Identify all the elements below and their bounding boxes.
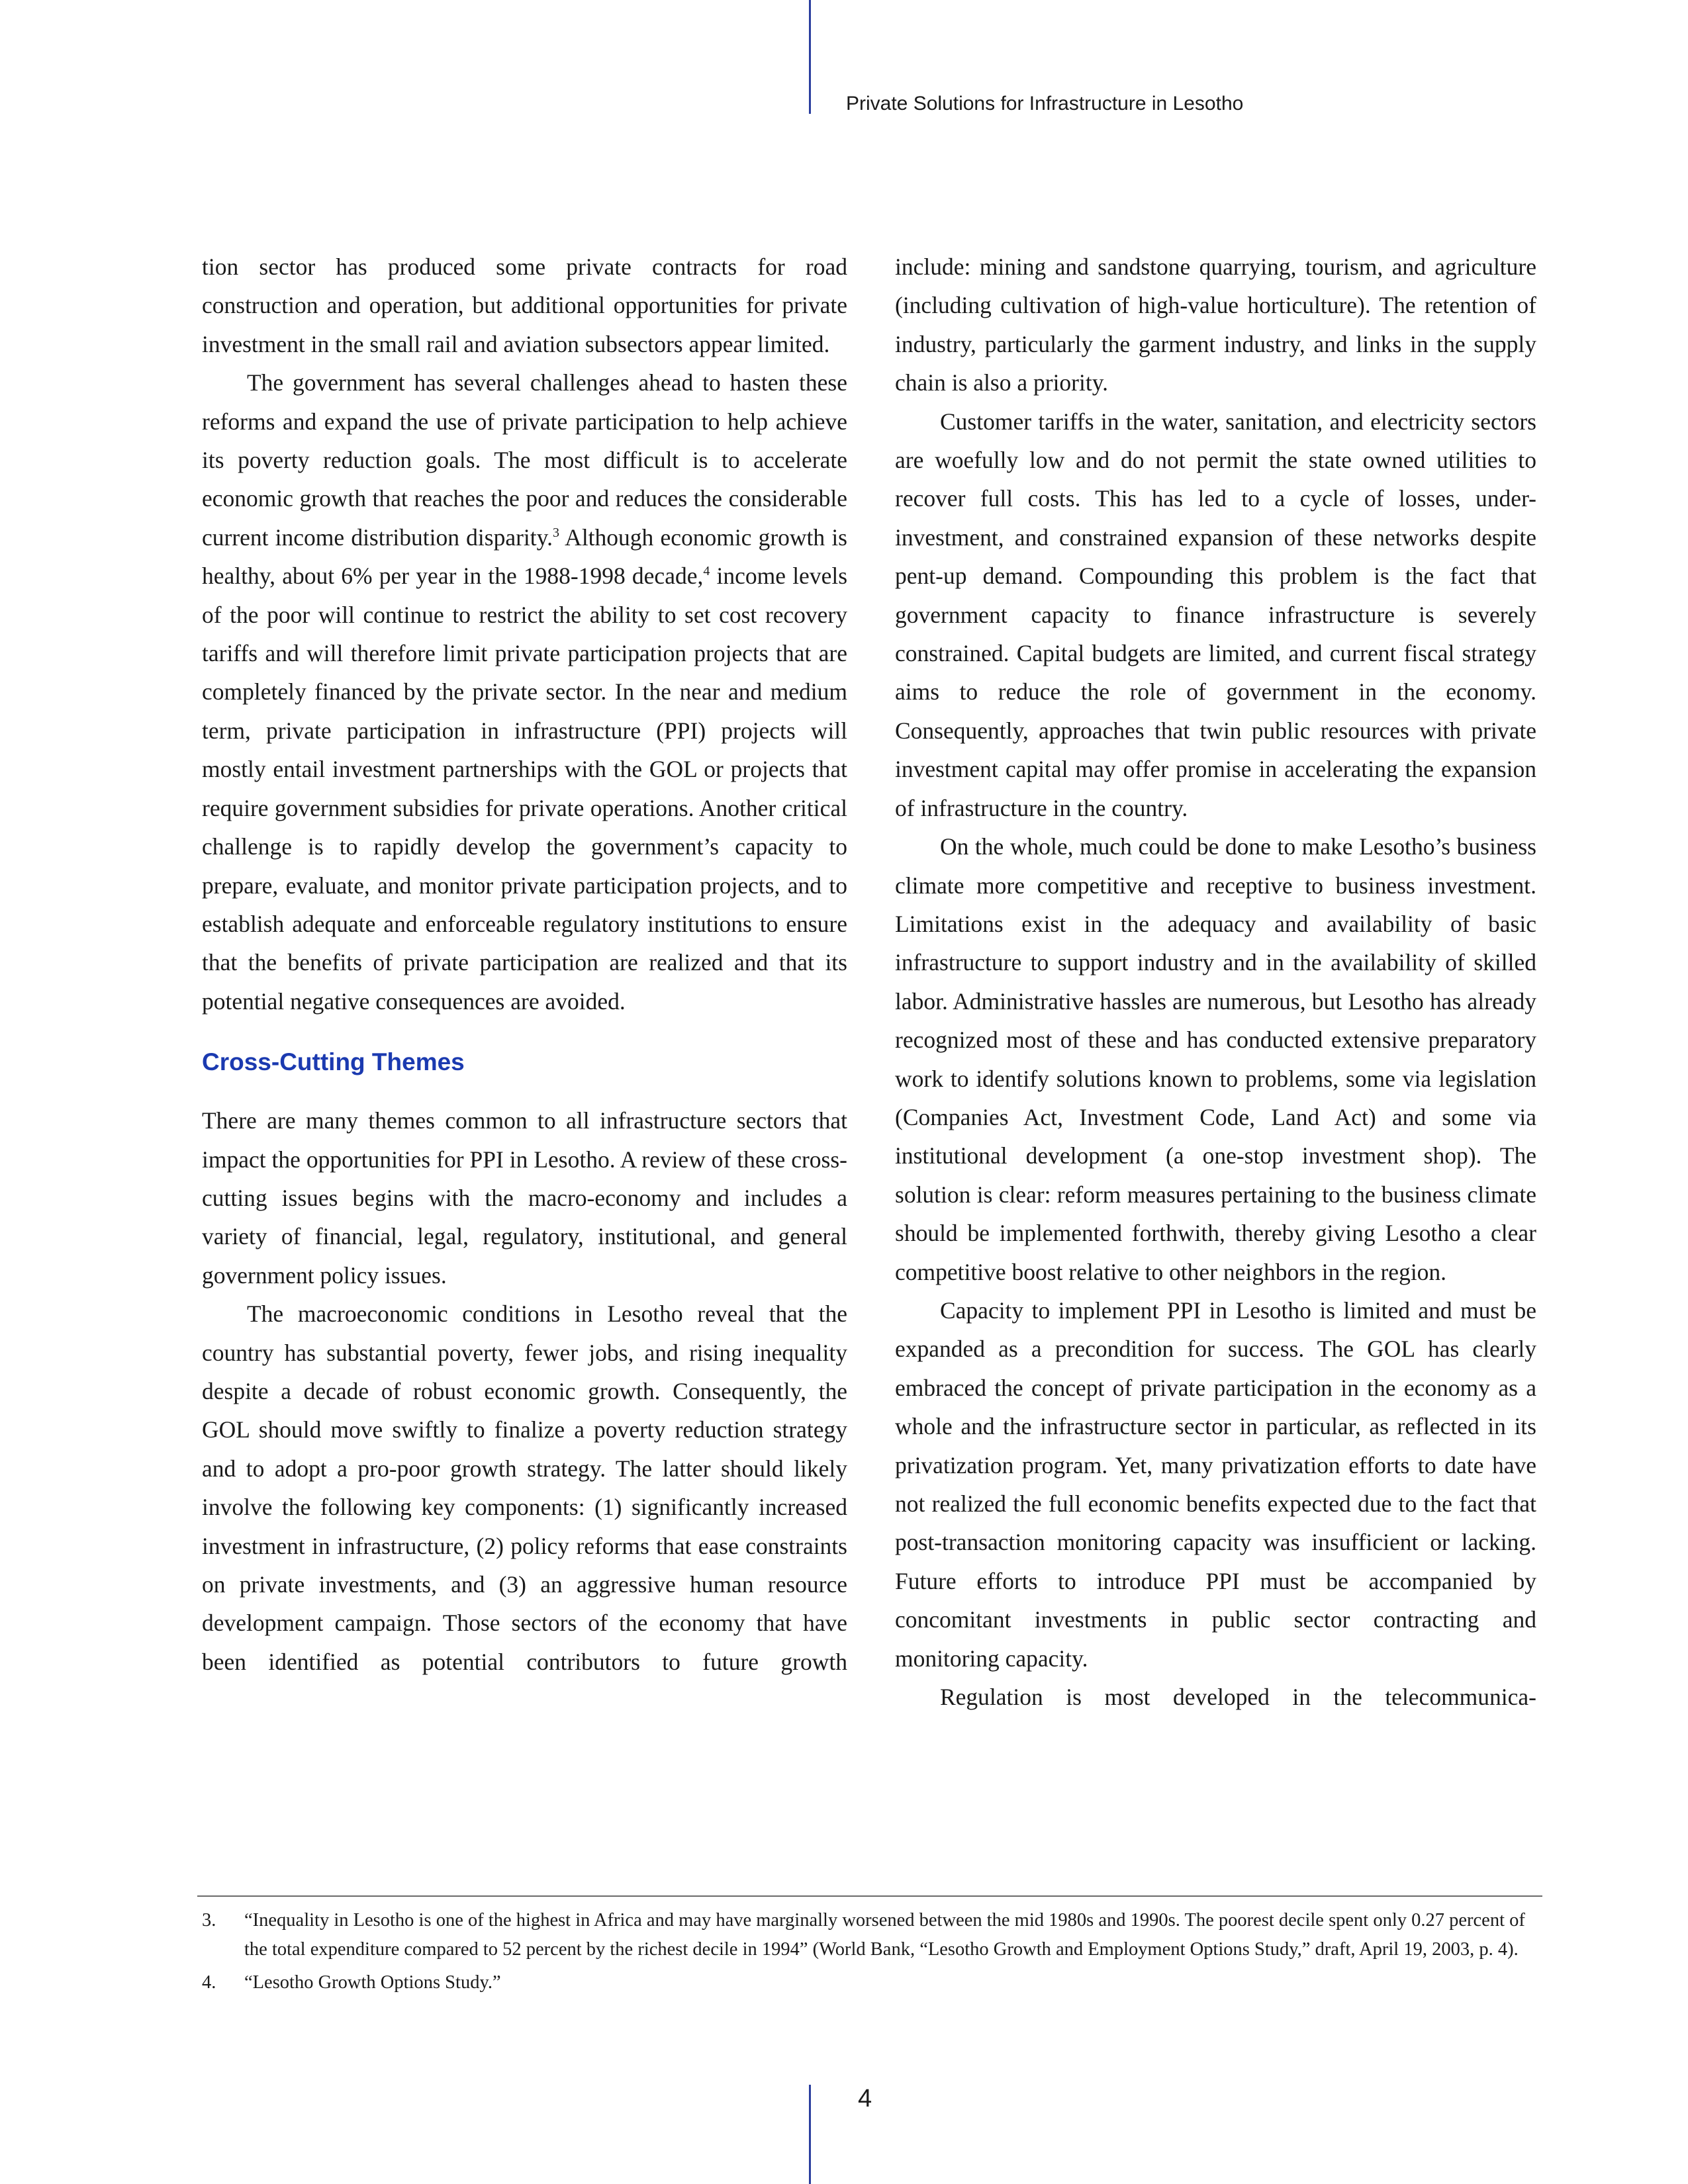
right-paragraph-1: include: mining and sandstone quarrying, tourism, and agriculture (including cultivation of high-value horticulture). The retention of industry, particularly the garment industry, and links in the supply chain is also a priority. — [895, 253, 1536, 396]
left-paragraph-1: tion sector has produced some private contracts for road construction and operation, but additional opportunities for private investment in the small rail and aviation subsectors appear limited. — [202, 253, 847, 357]
header-vertical-rule — [809, 0, 811, 114]
left-paragraph-2-part-c: income levels of the poor will continue to restrict the ability to set cost recovery tariffs and will therefore limit private participation projects that are completely financed by the private sector. In the near and medium term, private participation in infrastructure (PPI) projects will mostly entail investment partnerships with the GOL or projects that require government subsidies for private operations. Another critical challenge is to rapidly develop the government’s capacity to prepare, evaluate, and monitor private participation projects, and to establish adequate and enforceable regulatory institutions to ensure that the benefits of private participation are realized and that its potential negative consequences are avoided. — [202, 563, 848, 1015]
right-column — [895, 248, 1536, 1716]
right-paragraph-2: Customer tariffs in the water, sanitation, and electricity sectors are woefully low and do not permit the state owned utilities to recover full costs. This has led to a cycle of losses, under-investment, and constrained expansion of these networks despite pent-up demand. Compounding this problem is the fact that government capacity to finance infrastructure is severely constrained. Capital budgets are limited, and current fiscal strategy aims to reduce the role of government in the economy. Consequently, approaches that twin public resources with private investment capital may offer promise in accelerating the expansion of infrastructure in the country. — [895, 408, 1536, 821]
footnote-4 — [202, 1968, 1539, 1997]
footnote-number: 3. — [202, 1910, 216, 1931]
footer-vertical-rule — [809, 2085, 811, 2184]
right-paragraph-4: Capacity to implement PPI in Lesotho is limited and must be expanded as a precondition for success. The GOL has clearly embraced the concept of private participation in the economy as a whole and the infrastructure sector in particular, as reflected in its privatization program. Yet, many privatization efforts to date have not realized the full economic benefits expected due to the fact that post-transaction monitoring capacity was insufficient or lacking. Future efforts to introduce PPI must be accompanied by concomitant investments in public sector contracting and monitoring capacity. — [895, 1297, 1536, 1672]
left-column — [202, 248, 847, 1681]
section-heading: Cross-Cutting Themes — [202, 1048, 465, 1076]
footnote-3 — [202, 1906, 1539, 1964]
left-paragraph-4: The macroeconomic conditions in Lesotho reveal that the country has substantial poverty, fewer jobs, and rising inequality despite a decade of robust economic growth. Consequently, the GOL should move swiftly to finalize a poverty reduction strategy and to adopt a pro-poor growth strategy. The latter should likely involve the following key components: (1) significantly increased investment in infrastructure, (2) policy reforms that ease constraints on private investments, and (3) an aggressive human resource development campaign. Those sectors of the economy that have been identified as potential contributors to future growth — [202, 1300, 847, 1675]
right-paragraph-5: Regulation is most developed in the telecommunica- — [940, 1684, 1536, 1711]
footnote-divider — [197, 1895, 1542, 1897]
left-paragraph-2-part-a: The government has several challenges ahead to hasten these reforms and expand the use of private participation to help achieve its poverty reduction goals. The most difficult is to accelerate economic growth that reaches the poor and reduces the considerable current income distribution disparity. — [202, 369, 847, 551]
footnote-ref-3: 3 — [552, 525, 559, 541]
right-paragraph-3: On the whole, much could be done to make Lesotho’s business climate more competitive and receptive to business investment. Limitations exist in the adequacy and availability of basic infrastructure to support industry and in the availability of skilled labor. Administrative hassles are numerous, but Lesotho has already recognized most of these and has conducted extensive preparatory work to identify solutions known to problems, some via legislation (Companies Act, Investment Code, Land Act) and some via institutional development (a one-stop investment shop). The solution is clear: reform measures pertaining to the business climate should be implemented forthwith, thereby giving Lesotho a clear competitive boost relative to other neighbors in the region. — [895, 833, 1536, 1285]
left-paragraph-2 — [202, 363, 847, 1021]
running-header: Private Solutions for Infrastructure in Lesotho — [846, 93, 1244, 114]
footnotes — [202, 1906, 1539, 2001]
page-number: 4 — [858, 2085, 872, 2113]
left-paragraph-2-part-b: Although economic growth is healthy, about 6% per year in the 1988-1998 decade, — [202, 523, 848, 590]
left-paragraph-3: There are many themes common to all infrastructure sectors that impact the opportunities for PPI in Lesotho. A review of these cross-cutting issues begins with the macro-economy and includes a variety of financial, legal, regulatory, institutional, and general government policy issues. — [202, 1107, 847, 1289]
footnote-ref-4: 4 — [703, 564, 710, 579]
footnote-text: “Lesotho Growth Options Study.” — [244, 1972, 501, 1993]
footnote-number: 4. — [202, 1972, 216, 1993]
footnote-text: “Inequality in Lesotho is one of the highest in Africa and may have marginally worsened between the mid 1980s and 1990s. The poorest decile spent only 0.27 percent of the total expenditure compared to 52 percent by the richest decile in 1994” (World Bank, “Lesotho Growth and Employment Options Study,” draft, April 19, 2003, p. 4). — [244, 1910, 1525, 1960]
